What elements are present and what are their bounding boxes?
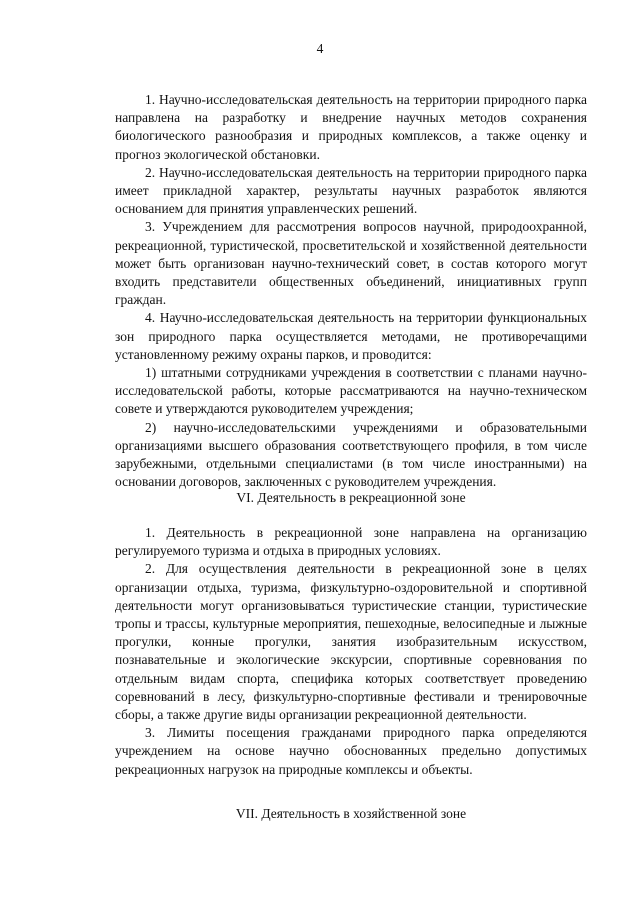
paragraph: 2. Научно-исследовательская деятельность на территории природного парка имеет прикладной характер, результаты научных разработок являются основанием для принятия управленческих решений.: [115, 164, 587, 217]
page-number: 4: [316, 41, 324, 56]
paragraph: 2) научно-исследовательскими учреждениями и образовательными организациями высшего образования соответствующего профиля, в том числе зарубежными, отдельными специалистами (в том числе иностранными) на основании договоров, заключенных с руководителем учреждения.: [115, 419, 587, 490]
paragraph: 4. Научно-исследовательская деятельность на территории функциональных зон природного парка осуществляется методами, не противоречащими установленному режиму охраны парков, и проводится:: [115, 310, 587, 362]
section-heading: VI. Деятельность в рекреационной зоне: [236, 490, 466, 505]
section-heading: VII. Деятельность в хозяйственной зоне: [235, 806, 467, 821]
paragraph: 3. Учреждением для рассмотрения вопросов научной, природоохранной, рекреационной, туристической, просветительской и хозяйственной деятельности может быть организован научно-технический совет, в состав которого могут входить представители общественных объединений, инициативных групп граждан.: [115, 219, 587, 308]
paragraph: 3. Лимиты посещения гражданами природного парка определяются учреждением на основе научно обоснованных предельно допустимых рекреационных нагрузок на природные комплексы и объекты.: [115, 725, 587, 777]
paragraph: 1) штатными сотрудниками учреждения в соответствии с планами научно-исследовательской работы, которые рассматриваются на научно-техническом совете и утверждаются руководителем учреждения;: [115, 365, 587, 417]
paragraph: 1. Научно-исследовательская деятельность на территории природного парка направлена на разработку и внедрение научных методов сохранения биологического разнообразия и природных комплексов, а также оценку и прогноз экологической обстановки.: [115, 92, 587, 162]
section-6-body: [115, 524, 587, 779]
paragraph: 1. Деятельность в рекреационной зоне направлена на организацию регулируемого туризма и отдыха в природных условиях.: [115, 525, 587, 559]
section-5-body: [115, 91, 587, 491]
paragraph: 2. Для осуществления деятельности в рекреационной зоне в целях организации отдыха, туризма, физкультурно-оздоровительной и спортивной деятельности могут организовываться туристические станции, туристические тропы и трассы, культурные мероприятия, пешеходные, велосипедные и лыжные прогулки, конные прогулки, занятия изобразительным искусством, познавательные и экологические экскурсии, спортивные соревнования по отдельным видам спорта, специфика которых соответствует проведению соревнований в лесу, физкультурно-спортивные фестивали и тренировочные сборы, а также другие виды организации рекреационной деятельности.: [115, 561, 587, 723]
